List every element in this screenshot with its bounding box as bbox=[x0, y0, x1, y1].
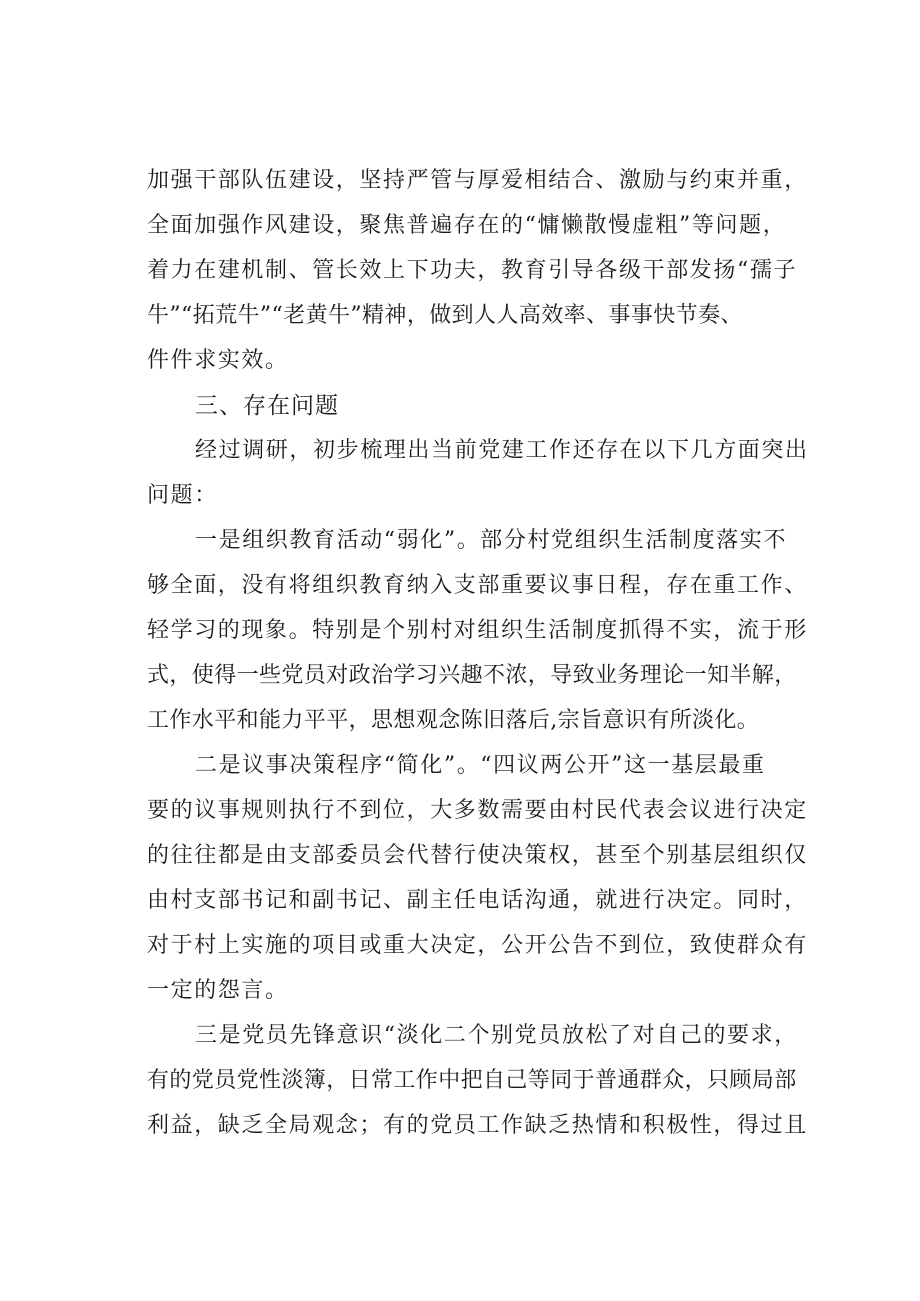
intro-line-3: 着力在建机制、管长效上下功夫，教育引导各级干部发扬“孺子 bbox=[147, 258, 798, 283]
summary-line-2: 问题： bbox=[147, 483, 218, 508]
item3-line-1: 三是党员先锋意识“淡化二个别党员放松了对自己的要求， bbox=[195, 1023, 798, 1048]
item3-line-3: 利益，缺乏全局观念；有的党员工作缺乏热情和积极性，得过且 bbox=[147, 1113, 808, 1138]
item2-line-3: 的往往都是由支部委员会代替行使决策权，甚至个别基层组织仅 bbox=[147, 843, 808, 868]
intro-line-1: 加强干部队伍建设，坚持严管与厚爱相结合、激励与约束并重， bbox=[147, 168, 808, 193]
item1-line-2: 够全面，没有将组织教育纳入支部重要议事日程，存在重工作、 bbox=[147, 573, 808, 598]
item2-line-1: 二是议事决策程序“简化”。“四议两公开”这一基层最重 bbox=[195, 753, 766, 778]
item1-line-4: 式，使得一些党员对政治学习兴趣不浓，导致业务理论一知半解， bbox=[147, 663, 797, 688]
item2-line-4: 由村支部书记和副书记、副主任电话沟通，就进行决定。同时， bbox=[147, 888, 808, 913]
item3-line-2: 有的党员党性淡簿，日常工作中把自己等同于普通群众，只顾局部 bbox=[147, 1068, 797, 1093]
item2-line-2: 要的议事规则执行不到位，大多数需要由村民代表会议进行决定 bbox=[147, 798, 808, 823]
item2-line-6: 一定的怨言。 bbox=[147, 978, 289, 1003]
item1-line-5: 工作水平和能力平平，思想观念陈旧落后,宗旨意识有所淡化。 bbox=[147, 708, 760, 733]
intro-line-2: 全面加强作风建设，聚焦普遍存在的“慵懒散慢虚粗”等问题， bbox=[147, 213, 787, 238]
item1-line-3: 轻学习的现象。特别是个别村对组织生活制度抓得不实，流于形 bbox=[147, 618, 808, 643]
item1-line-1: 一是组织教育活动“弱化”。部分村党组织生活制度落实不 bbox=[195, 528, 788, 553]
item2-line-5: 对于村上实施的项目或重大决定，公开公告不到位，致使群众有 bbox=[147, 933, 808, 958]
section-heading: 三、存在问题 bbox=[195, 393, 339, 419]
intro-line-5: 件件求实效。 bbox=[147, 348, 289, 373]
intro-line-4: 牛”“拓荒牛”“老黄牛”精神，做到人人高效率、事事快节奏、 bbox=[147, 303, 743, 328]
summary-line-1: 经过调研，初步梳理出当前党建工作还存在以下几方面突出 bbox=[195, 438, 809, 463]
